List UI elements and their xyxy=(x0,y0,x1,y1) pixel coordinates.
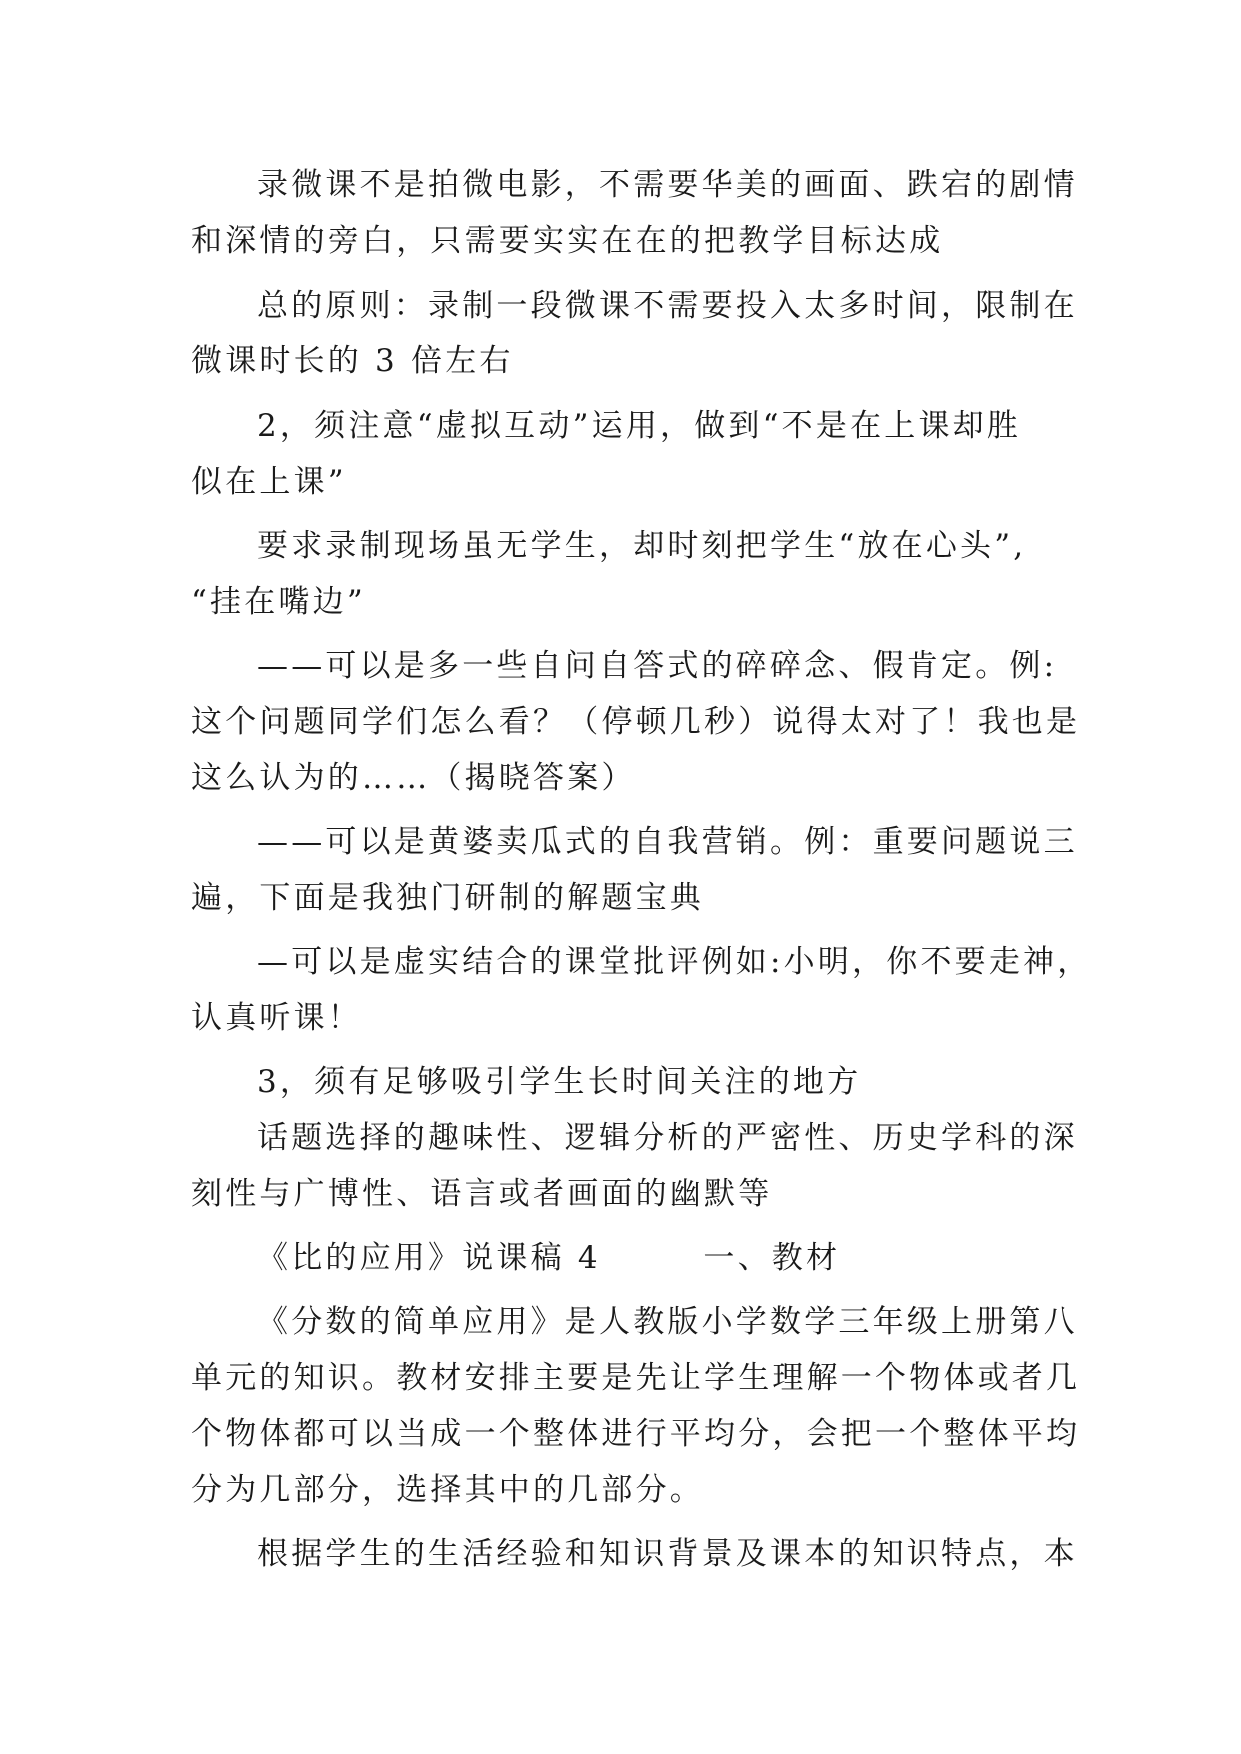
paragraph-line: 根据学生的生活经验和知识背景及课本的知识特点，本 xyxy=(257,1536,1078,1572)
section-heading: 《比的应用》说课稿 4 一、教材 xyxy=(257,1240,841,1276)
paragraph-line: 分为几部分，选择其中的几部分。 xyxy=(191,1472,704,1508)
paragraph-line: 单元的知识。教材安排主要是先让学生理解一个物体或者几 xyxy=(191,1360,1081,1396)
paragraph-line: 2，须注意“虚拟互动”运用，做到“不是在上课却胜 xyxy=(257,408,1022,444)
paragraph-line: 微课时长的 3 倍左右 xyxy=(191,343,514,379)
paragraph-line: 认真听课！ xyxy=(191,1000,362,1036)
paragraph-line: 和深情的旁白，只需要实实在在的把教学目标达成 xyxy=(191,223,944,259)
paragraph-line: 遍，下面是我独门研制的解题宝典 xyxy=(191,880,704,916)
paragraph-line: 要求录制现场虽无学生，却时刻把学生“放在心头”, xyxy=(257,528,1027,564)
paragraph-line: 这个问题同学们怎么看？（停顿几秒）说得太对了！我也是 xyxy=(191,704,1081,740)
paragraph-line: 似在上课” xyxy=(191,464,347,500)
paragraph-line: ——可以是多一些自问自答式的碎碎念、假肯定。例: xyxy=(257,648,1058,684)
paragraph-line: 刻性与广博性、语言或者画面的幽默等 xyxy=(191,1176,773,1212)
paragraph-line: 总的原则：录制一段微课不需要投入太多时间，限制在 xyxy=(257,288,1078,324)
paragraph-line: ——可以是黄婆卖瓜式的自我营销。例：重要问题说三 xyxy=(257,824,1078,860)
paragraph-line: 《分数的简单应用》是人教版小学数学三年级上册第八 xyxy=(257,1304,1078,1340)
paragraph-line: 这么认为的……（揭晓答案） xyxy=(191,760,636,796)
paragraph-line: —可以是虚实结合的课堂批评例如:小明，你不要走神， xyxy=(257,944,1092,980)
paragraph-line: 3，须有足够吸引学生长时间关注的地方 xyxy=(257,1064,862,1100)
paragraph-line: 话题选择的趣味性、逻辑分析的严密性、历史学科的深 xyxy=(257,1120,1078,1156)
paragraph-line: “挂在嘴边” xyxy=(191,584,366,620)
paragraph-line: 录微课不是拍微电影，不需要华美的画面、跌宕的剧情 xyxy=(257,167,1078,203)
paragraph-line: 个物体都可以当成一个整体进行平均分，会把一个整体平均 xyxy=(191,1416,1081,1452)
